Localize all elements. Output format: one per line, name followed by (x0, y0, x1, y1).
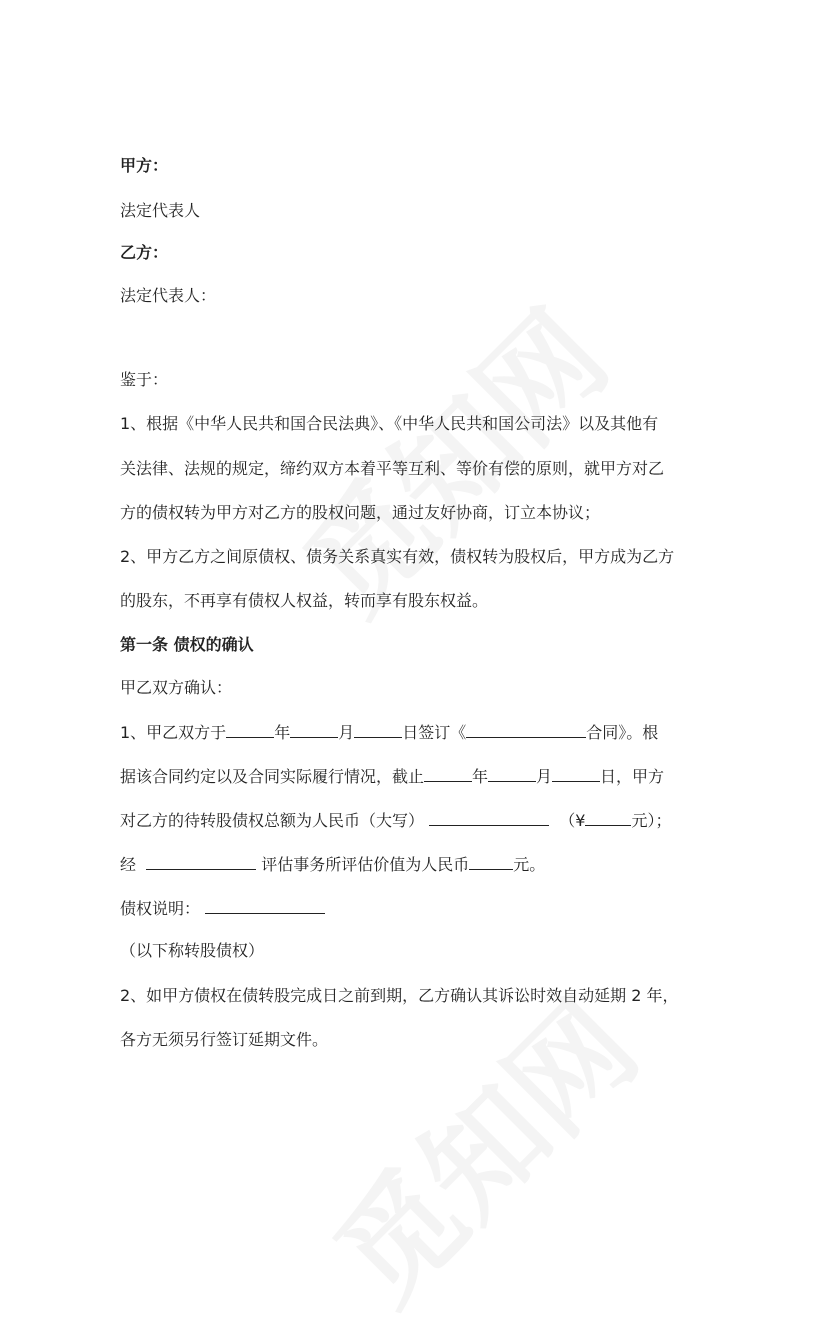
text: 日签订《 (402, 723, 467, 742)
contract-date-line (120, 721, 658, 744)
value-blank (469, 853, 513, 870)
party-a-label: 甲方： (120, 156, 169, 175)
paragraph-line: 关法律、法规的规定，缔约双方本着平等互利、等价有偿的原则，就甲方对乙 (120, 459, 665, 478)
day-blank (354, 721, 402, 738)
text: 债权说明： (120, 899, 201, 918)
paragraph-line: 1、根据《中华人民共和国合民法典》、《中华人民共和国公司法》以及其他有 (120, 414, 659, 433)
month-blank (488, 765, 536, 782)
text: 1、甲乙双方于 (120, 723, 227, 742)
paragraph-line: 的股东，不再享有债权人权益，转而享有股东权益。 (120, 591, 489, 610)
text: 月 (338, 723, 355, 742)
watermark (292, 958, 668, 1334)
whereas-heading: 鉴于： (120, 370, 169, 389)
debt-note-line (120, 897, 325, 920)
watermark (262, 268, 638, 644)
paragraph-line: 2、甲方乙方之间原债权、债务关系真实有效，债权转为股权后，甲方成为乙方 (120, 547, 675, 566)
party-b-rep: 法定代表人： (120, 286, 217, 305)
confirm-text: 甲乙双方确认： (120, 678, 233, 697)
party-a-rep: 法定代表人 (120, 201, 201, 220)
hereinafter-text: （以下称转股债权） (120, 941, 265, 960)
text: 月 (536, 767, 553, 786)
text: 日，甲方 (600, 767, 665, 786)
text: （¥ (559, 811, 586, 830)
amount-words-blank (429, 809, 549, 826)
month-blank (290, 721, 338, 738)
text: 元。 (513, 855, 546, 874)
valuation-line (120, 853, 545, 876)
debt-amount-line (120, 809, 671, 832)
text: 年 (472, 767, 489, 786)
cutoff-date-line (120, 765, 664, 788)
appraiser-blank (146, 853, 256, 870)
paragraph-line: 2、如甲方债权在债转股完成日之前到期，乙方确认其诉讼时效自动延期 2 年， (120, 986, 679, 1005)
paragraph-line: 方的债权转为甲方对乙方的股权问题，通过友好协商，订立本协议； (120, 503, 601, 522)
day-blank (552, 765, 600, 782)
text: 对乙方的待转股债权总额为人民币（大写） (120, 811, 425, 830)
text: 合同》。根 (586, 723, 659, 742)
debt-note-blank (205, 897, 325, 914)
article-1-title: 第一条 债权的确认 (120, 635, 254, 654)
year-blank (226, 721, 274, 738)
text: 年 (274, 723, 291, 742)
text: 元）； (631, 811, 672, 830)
text: 经 (120, 855, 137, 874)
party-b-label: 乙方： (120, 243, 169, 262)
text: 据该合同约定以及合同实际履行情况，截止 (120, 767, 425, 786)
amount-figure-blank (585, 809, 631, 826)
text: 评估事务所评估价值为人民币 (261, 855, 470, 874)
contract-name-blank (466, 721, 586, 738)
year-blank (424, 765, 472, 782)
paragraph-line: 各方无须另行签订延期文件。 (120, 1030, 329, 1049)
